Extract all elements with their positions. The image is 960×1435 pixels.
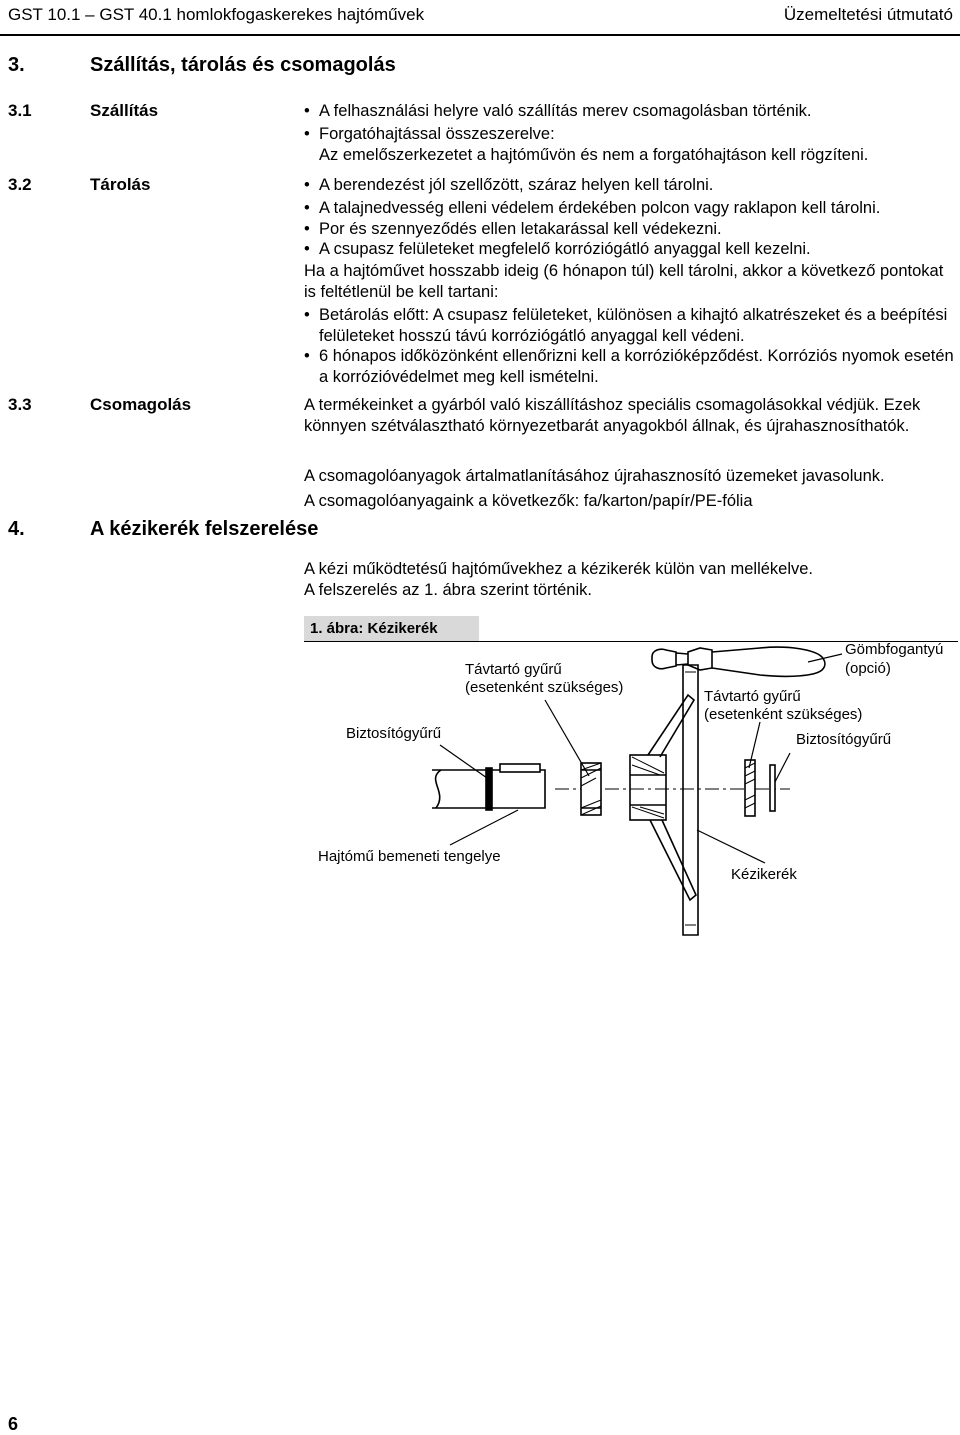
section-number: 3. xyxy=(8,54,25,76)
label-spacer-ring-2: Távtartó gyűrű xyxy=(704,688,801,705)
label-spacer-ring-2-note: (esetenként szükséges) xyxy=(704,706,863,723)
handwheel-paragraph: A kézi működtetésű hajtóművekhez a kézikerék külön van mellékelve. xyxy=(304,560,814,578)
subsection-title: Szállítás xyxy=(90,101,159,120)
subsection-title: Csomagolás xyxy=(90,395,192,414)
section-number: 4. xyxy=(8,518,25,540)
section-title: A kézikerék felszerelése xyxy=(90,518,319,540)
subsection-number: 3.2 xyxy=(8,175,32,194)
bullet-icon: • xyxy=(304,125,310,143)
label-spacer-ring-1: Távtartó gyűrű xyxy=(465,661,562,678)
packaging-paragraph: A csomagolóanyagok ártalmatlanításához újrahasznosító üzemeket javasolunk. xyxy=(304,467,885,485)
header-document-title: GST 10.1 – GST 40.1 homlokfogaskerekes hajtóművek xyxy=(8,5,425,24)
subsection-title: Tárolás xyxy=(90,175,151,194)
label-retaining-ring-left: Biztosítógyűrű xyxy=(346,725,442,742)
header-manual-type: Üzemeltetési útmutató xyxy=(783,5,953,24)
packaging-paragraph: A csomagolóanyagaink a következők: fa/karton/papír/PE-fólia xyxy=(304,492,753,510)
storage-paragraph: Ha a hajtóművet hosszabb ideig (6 hónapon túl) kell tárolni, akkor a következő pontokat is feltétlenül be kell tartani: xyxy=(304,262,944,301)
list-item-continuation: Az emelőszerkezetet a hajtóművön és nem a forgatóhajtáson kell rögzíteni. xyxy=(319,146,869,164)
figure-caption: 1. ábra: Kézikerék xyxy=(310,620,438,637)
subsection-number: 3.3 xyxy=(8,395,32,414)
bullet-icon: • xyxy=(304,240,310,258)
bullet-icon: • xyxy=(304,199,310,217)
bullet-icon: • xyxy=(304,306,310,324)
bullet-icon: • xyxy=(304,347,310,365)
section-title: Szállítás, tárolás és csomagolás xyxy=(90,54,396,76)
label-knob: Gömbfogantyú xyxy=(845,641,944,658)
bullet-icon: • xyxy=(304,102,310,120)
packaging-paragraph: A termékeinket a gyárból való kiszállításhoz speciális csomagolásokkal védjük. Ezek könnyen szétválasztható környezetbarát anyagokból állnak, és újrahasznosíthatók. xyxy=(304,396,921,435)
handwheel-paragraph: A felszerelés az 1. ábra szerint történik. xyxy=(304,581,592,599)
label-spacer-ring-1-note: (esetenként szükséges) xyxy=(465,679,624,696)
label-retaining-ring-right: Biztosítógyűrű xyxy=(796,731,892,748)
bullet-icon: • xyxy=(304,220,310,238)
label-knob-note: (opció) xyxy=(845,660,891,677)
input-shaft-shape xyxy=(432,764,545,810)
page-number: 6 xyxy=(8,1414,19,1434)
label-handwheel: Kézikerék xyxy=(731,866,797,883)
label-input-shaft: Hajtómű bemeneti tengelye xyxy=(318,848,501,865)
subsection-number: 3.1 xyxy=(8,101,32,120)
spacer-ring-left-shape xyxy=(581,763,601,815)
bullet-icon: • xyxy=(304,176,310,194)
retaining-ring-right-shape xyxy=(770,765,775,811)
